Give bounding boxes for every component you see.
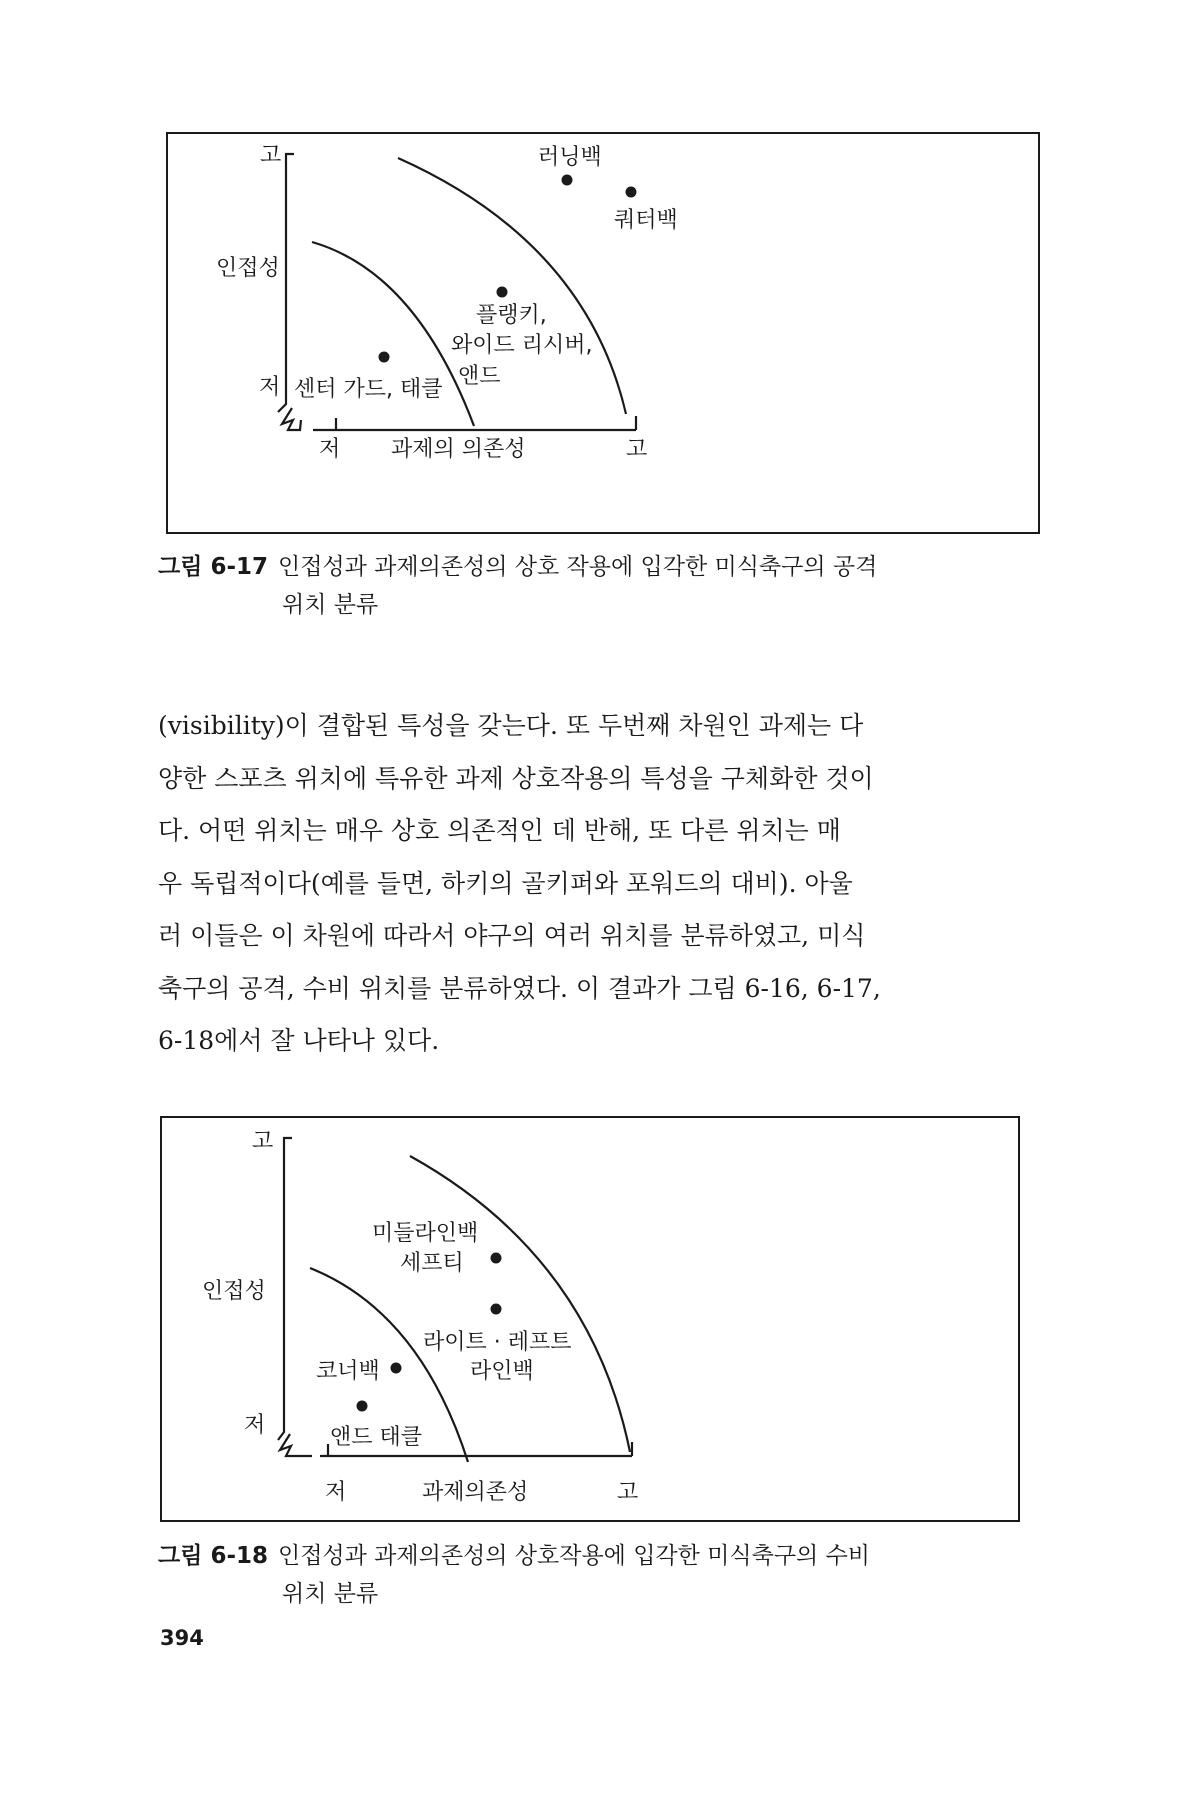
figure-6-17-diagram — [166, 132, 1040, 534]
point-flanker-label-line3: 앤드 — [458, 364, 501, 389]
body-line: 다. 어떤 위치는 매우 상호 의존적인 데 반해, 또 다른 위치는 매 — [158, 816, 841, 845]
y-axis — [278, 1138, 312, 1456]
caption-text-line2: 위치 분류 — [282, 592, 379, 618]
y-axis-title: 인접성 — [216, 256, 280, 281]
y-axis-high-label: 고 — [252, 1129, 274, 1154]
figure-6-18-caption — [158, 1537, 1038, 1613]
page-number: 394 — [160, 1626, 204, 1650]
x-axis-title: 과제의 의존성 — [391, 437, 526, 462]
point-cornerback — [391, 1363, 402, 1374]
caption-number: 그림 6-18 — [158, 1543, 268, 1569]
point-flanker-label-line2: 와이드 리시버, — [451, 333, 593, 358]
outer-boundary-curve — [410, 1156, 630, 1452]
point-center-guard-tackle — [379, 352, 390, 363]
body-line: 6-18에서 잘 나타나 있다. — [158, 1026, 440, 1055]
point-cornerback-label: 코너백 — [316, 1359, 380, 1384]
caption-text-line2: 위치 분류 — [282, 1581, 379, 1607]
point-outside-linebacker — [491, 1304, 502, 1315]
point-quarterback-label: 쿼터백 — [614, 208, 678, 233]
body-line: 축구의 공격, 수비 위치를 분류하였다. 이 결과가 그림 6-16, 6-17, — [158, 973, 881, 1003]
y-axis-low-label: 저 — [244, 1413, 266, 1438]
outer-boundary-curve — [398, 158, 626, 414]
caption-number: 그림 6-17 — [158, 554, 268, 580]
y-axis-low-label: 저 — [259, 375, 281, 400]
body-line: 양한 스포츠 위치에 특유한 과제 상호작용의 특성을 구체화한 것이 — [158, 763, 874, 793]
x-axis-low-label: 저 — [325, 1480, 347, 1505]
y-axis-high-label: 고 — [260, 143, 282, 168]
point-middle-linebacker-label-line2: 세프티 — [400, 1251, 464, 1276]
point-outside-linebacker-label-line1: 라이트 · 레프트 — [423, 1330, 572, 1355]
point-outside-linebacker-label-line2: 라인백 — [470, 1359, 534, 1384]
x-axis-high-label: 고 — [617, 1480, 639, 1505]
point-flanker — [497, 287, 508, 298]
body-paragraph — [158, 700, 1034, 1068]
point-end-tackle — [357, 1401, 368, 1412]
caption-text-line1: 인접성과 과제의존성의 상호 작용에 입각한 미식축구의 공격 — [278, 554, 878, 580]
point-running-back-label: 러닝백 — [538, 145, 602, 170]
x-axis-title: 과제의존성 — [422, 1480, 529, 1505]
body-line: 우 독립적이다(예를 들면, 하키의 골키퍼와 포워드의 대비). 아울 — [158, 868, 853, 898]
x-axis-high-label: 고 — [626, 437, 648, 462]
body-line: 러 이들은 이 차원에 따라서 야구의 여러 위치를 분류하였고, 미식 — [158, 921, 866, 950]
x-axis-low-label: 저 — [319, 437, 341, 462]
point-middle-linebacker-label-line1: 미들라인백 — [372, 1221, 479, 1246]
y-axis-title: 인접성 — [202, 1279, 266, 1304]
point-running-back — [562, 175, 573, 186]
point-end-tackle-label: 앤드 태클 — [330, 1425, 423, 1450]
figure-6-17-caption — [158, 548, 1038, 624]
point-center-guard-tackle-label: 센터 가드, 태클 — [294, 377, 443, 402]
caption-text-line1: 인접성과 과제의존성의 상호작용에 입각한 미식축구의 수비 — [278, 1543, 871, 1569]
point-quarterback — [626, 187, 637, 198]
point-middle-linebacker — [491, 1253, 502, 1264]
body-line: (visibility)이 결합된 특성을 갖는다. 또 두번째 차원인 과제는 다 — [158, 711, 864, 740]
point-flanker-label-line1: 플랭키, — [476, 303, 547, 328]
figure-6-18-diagram — [160, 1116, 1020, 1522]
